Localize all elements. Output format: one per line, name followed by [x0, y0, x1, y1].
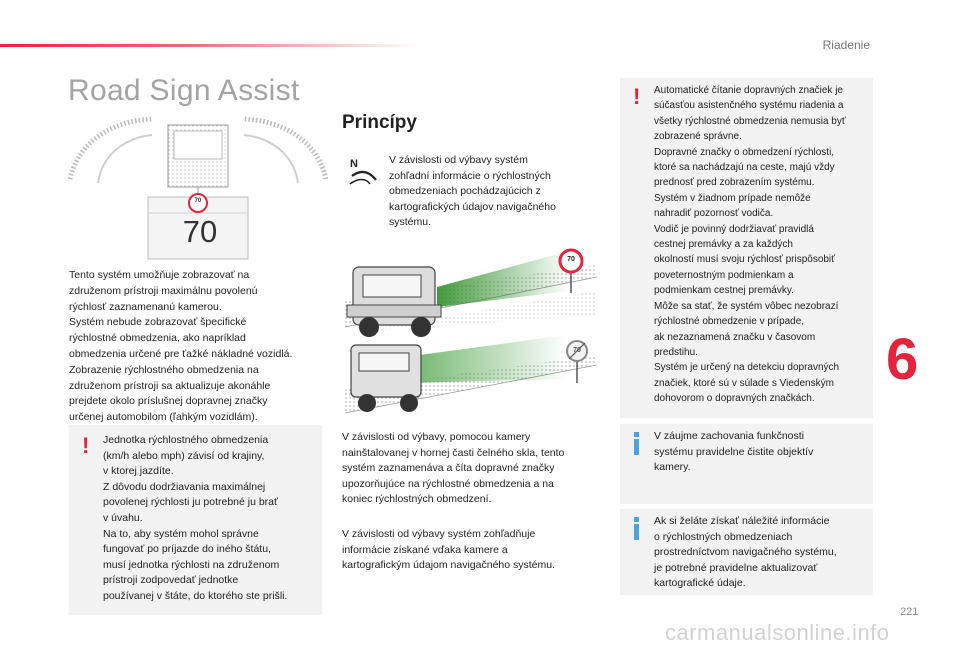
info-icon [634, 517, 639, 540]
camera-detection-illustration [345, 245, 597, 423]
end-sign-value: 70 [573, 347, 581, 354]
chapter-number: 6 [886, 327, 919, 392]
page-number: 221 [900, 606, 919, 618]
unit-warning-text: Jednotka rýchlostného obmedzenia (km/h alebo mph) závisí od krajiny, v ktorej jazdíte. Z dôvodu dodržiavania maximálnej povolenej rýchlosti ju potrebné ju brať v úvahu. Na to, aby systém mohol správne fungovať po príjazde do iného štátu, musí jednotka rýchlosti na združenom prístroji zodpovedať jednotke používanej v štáte, do ktorého ste prišli. [103, 434, 288, 602]
svg-text:N: N [350, 158, 358, 170]
section-heading: Princípy [342, 112, 417, 133]
warning-icon: ! [633, 84, 641, 109]
unit-warning-box [69, 425, 322, 615]
warning-icon: ! [82, 433, 90, 458]
info-text-navigation: Ak si želáte získať náležité informácie o rýchlostných obmedzeniach prostredníctvom navigačného systému, je potrebné pravidelne aktualizovať kartografické údaje. [654, 515, 837, 590]
info-icon [634, 432, 639, 455]
header-accent-bar [0, 44, 420, 47]
navigation-icon [346, 156, 380, 186]
watermark: carmanualsonline.info [665, 620, 890, 645]
cluster-sign-value: 70 [194, 198, 202, 204]
cluster-speed-readout: 70 [182, 214, 218, 249]
section-label: Riadenie [822, 38, 870, 52]
navigation-text: V závislosti od výbavy systém zohľadní informácie o rýchlostných obmedzeniach pochádzajúcich z kartografických údajov navigačného systému. [389, 154, 556, 229]
system-warning-text: Automatické čítanie dopravných značiek je súčasťou asistenčného systému riadenia a všetky rýchlostné obmedzenia nemusia byť zobrazené správne. Dopravné značky o obmedzení rýchlosti, ktoré sa nachádzajú na ceste, majú vždy prednosť pred zobrazením systému. Systém v žiadnom prípade nemôže nahradiť pozornosť vodiča. Vodič je povinný dodržiavať pravidlá cestnej premávky a za každých okolností musí svoju rýchlosť prispôsobiť poveternostným podmienkam a podmienkam cestnej premávky. Môže sa stať, že systém vôbec nezobrazí rýchlostné obmedzenie v prípade, ak nezaznamená značku v časovom predstihu. Systém je určený na detekciu dopravných značiek, ktoré sú v súlade s Viedenským dohovorom o dopravných značkách. [654, 85, 846, 405]
info-box-navigation [620, 509, 873, 595]
info-box-camera [620, 424, 873, 504]
page-title: Road Sign Assist [68, 74, 300, 107]
system-warning-box [620, 78, 873, 418]
camera-text: V závislosti od výbavy, pomocou kamery nainštalovanej v hornej časti čelného skla, tento systém zaznamenáva a číta dopravné značky upozorňujúce na rýchlostné obmedzenia a na koniec rýchlostných obmedzení. [342, 431, 565, 506]
map-text: V závislosti od výbavy systém zohľadňuje informácie získané vďaka kamere a kartografickým údajom navigačného systému. [342, 528, 556, 572]
intro-text: Tento systém umožňuje zobrazovať na združenom prístroji maximálnu povolenú rýchlosť zaznamenanú kamerou. Systém nebude zobrazovať špecifické rýchlostné obmedzenia, ako napríklad obmedzenia určené pre ťažké nákladné vozidlá. Zobrazenie rýchlostného obmedzenia na združenom prístroji sa aktualizuje akonáhle prejdete okolo príslušnej dopravnej značky určenej automobilom (ľahkým vozidlám). [69, 269, 293, 424]
detected-sign-value: 70 [567, 256, 575, 263]
info-text-camera: V záujme zachovania funkčnosti systému pravidelne čistite objektív kamery. [654, 430, 814, 474]
